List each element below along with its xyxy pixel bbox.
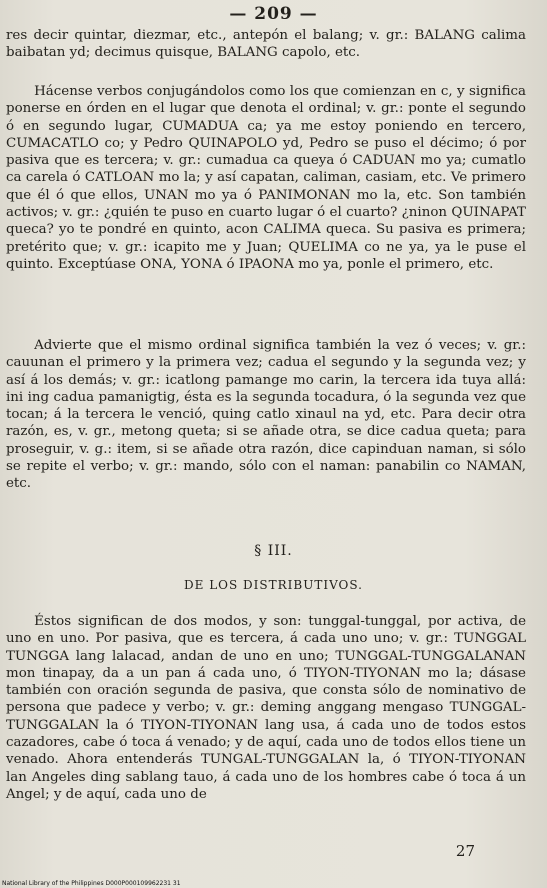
text-block-advierte	[6, 337, 526, 493]
library-footer: National Library of the Philippines D000P000109962231 31	[2, 880, 181, 887]
paragraph-continuation: res decir quintar, diezmar, etc., antepón el balang; v. gr.: BALANG calima baibatan yd; decimus quisque, BALANG capolo, etc.	[6, 28, 526, 61]
text-block-distributivos	[6, 613, 526, 803]
page-number: — 209 —	[229, 4, 318, 24]
text-block-verbs	[6, 83, 526, 273]
paragraph-advierte: Advierte que el mismo ordinal significa también la vez ó veces; v. gr.: cauunan el primero y la primera vez; cadua el segundo y la segunda vez; y así á los demás; v. gr.: icatlong pamange mo carin, la tercera ida tuya allá: ini ing cadua pamanigtig, ésta es la segunda tocadura, ó la segunda vez que tocan; á la tercera le venció, quing catlo xinaul na yd, etc. Para decir otra razón, es, v. gr., metong queta; si se añade otra, se dice cadua queta; para proseguir, v. g.: item, si se añade otra razón, dice capinduan naman, si sólo se repite el verbo; v. gr.: mando, sólo con el naman: panabilin co NAMAN, etc.	[6, 338, 526, 492]
printer-signature: 27	[455, 842, 475, 860]
paragraph-verbs: Hácense verbos conjugándolos como los que comienzan en c, y significa ponerse en órden en el lugar que denota el ordinal; v. gr.: ponte el segundo ó en segundo lugar, CUMADUA ca; ya me estoy poniendo en tercero, CUMACATLO co; y Pedro QUINAPOLO yd, Pedro se puso el décimo; ó por pasiva que es tercera; v. gr.: cumadua ca queya ó CADUAN mo ya; cumatlo ca carela ó CATLOAN mo la; y así capatan, caliman, casiam, etc. Ve primero que él ó que ellos, UNAN mo ya ó PANIMONAN mo la, etc. Son también activos; v. gr.: ¿quién te puso en cuarto lugar ó el cuarto? ¿ninon QUINAPAT queca? yo te pondré en quinto, acon CALIMA queca. Su pasiva es primera; pretérito que; v. gr.: icapito me y Juan; QUELIMA co ne ya, ya le puse el quinto. Exceptúase ONA, YONA ó IPAONA mo ya, ponle el primero, etc.	[6, 84, 526, 272]
section-mark: § III.	[254, 543, 293, 559]
paragraph-distributivos: Éstos significan de dos modos, y son: tunggal-tunggal, por activa, de uno en uno. Por pasiva, que es tercera, á cada uno uno; v. gr.: TUNGGAL TUNGGA lang lalacad, andan de uno en uno; TUNGGAL-TUNGGALANAN mon tinapay, da a un pan á cada uno, ó TIYON-TIYONAN mo la; dásase también con oración segunda de pasiva, que consta sólo de nominativo de persona que padece y verbo; v. gr.: deming anggang mengaso TUNGGAL-TUNGGALAN la ó TIYON-TIYONAN lang usa, á cada uno de todos estos cazadores, cabe ó toca á venado; y de aquí, cada uno de todos ellos tiene un venado. Ahora entenderás TUNGAL-TUNGGALAN la, ó TIYON-TIYONAN lan Angeles ding sablang tauo, á cada uno de los hombres cabe ó toca á un Angel; y de aquí, cada uno de	[6, 614, 526, 802]
text-block-top	[6, 27, 526, 62]
section-title: DE LOS DISTRIBUTIVOS.	[184, 578, 363, 592]
